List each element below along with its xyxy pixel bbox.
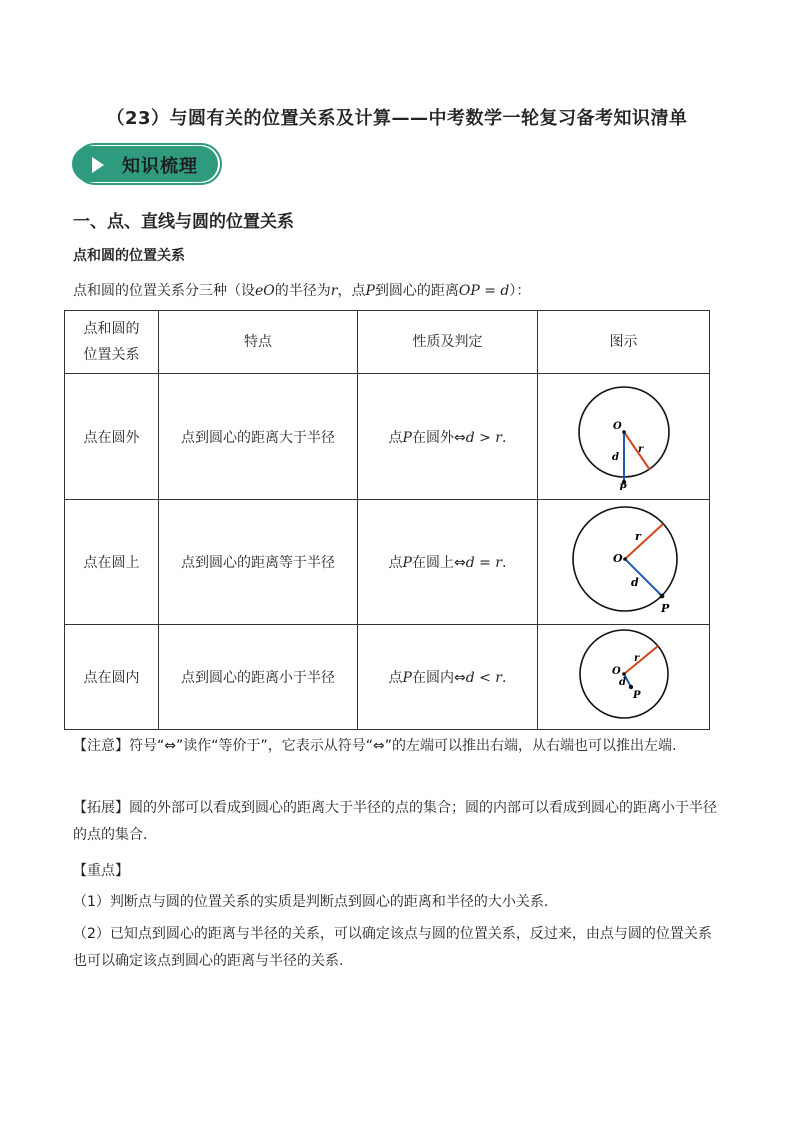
radius-line — [625, 524, 663, 559]
diagram-cell — [538, 374, 710, 500]
feature-cell: 点到圆心的距离等于半径 — [159, 500, 358, 625]
key-heading: 【重点】 — [73, 863, 129, 879]
extension-paragraph: 【拓展】圆的外部可以看成到圆心的距离大于半径的点的集合；圆的内部可以看成到圆心的距离小于半径的点的集合. — [73, 800, 717, 843]
label-o: O — [611, 666, 621, 677]
play-icon — [92, 157, 104, 173]
relation-cell: 点在圆外 — [65, 374, 159, 500]
label-d: d — [611, 451, 619, 463]
label-o: O — [612, 552, 623, 565]
header-relation: 点和圆的 位置关系 — [65, 311, 159, 374]
table-row — [65, 625, 710, 730]
banner-label: 知识梳理 — [122, 156, 198, 177]
diagram-cell — [538, 625, 710, 730]
label-d: d — [618, 677, 626, 688]
label-r: r — [637, 443, 643, 455]
feature-cell: 点到圆心的距离小于半径 — [159, 625, 358, 730]
point-symbol: P — [365, 283, 375, 299]
point-outside-diagram — [574, 380, 674, 490]
key-item-1: （1）判断点与圆的位置关系的实质是判断点到圆心的距离和半径的大小关系. — [73, 894, 549, 910]
circle-symbol: e — [255, 283, 264, 299]
label-r: r — [633, 653, 639, 664]
intro-text-1: 点和圆的位置关系分三种（设 — [73, 283, 255, 299]
property-cell: 点P在圆上⇔d = r. — [358, 500, 538, 625]
label-d: d — [630, 576, 639, 589]
radius-symbol: r — [330, 283, 338, 299]
label-p: P — [632, 690, 641, 701]
table-header-row — [65, 311, 710, 374]
section-banner — [72, 143, 222, 187]
point-on-diagram — [569, 502, 679, 618]
center-dot — [622, 430, 626, 434]
header-feature: 特点 — [159, 311, 358, 374]
diagram-cell — [538, 500, 710, 625]
center-dot — [623, 557, 627, 561]
header-property: 性质及判定 — [358, 311, 538, 374]
radius-line — [624, 646, 658, 674]
center-symbol: O — [263, 283, 275, 299]
label-p: P — [618, 482, 627, 490]
table-row — [65, 500, 710, 625]
intro-text-4: 到圆心的距离 — [374, 283, 459, 299]
point-dot — [628, 685, 632, 689]
intro-text-3: ，点 — [337, 283, 366, 299]
relation-cell: 点在圆上 — [65, 500, 159, 625]
label-p: P — [660, 602, 669, 615]
label-r: r — [634, 530, 641, 543]
feature-cell: 点到圆心的距离大于半径 — [159, 374, 358, 500]
relation-table — [64, 310, 710, 730]
subsection-heading: 点和圆的位置关系 — [73, 248, 185, 264]
property-cell: 点P在圆外⇔d > r. — [358, 374, 538, 500]
property-cell: 点P在圆内⇔d < r. — [358, 625, 538, 730]
section-heading: 一、点、直线与圆的位置关系 — [73, 212, 294, 232]
radius-line — [624, 432, 650, 470]
center-dot — [622, 672, 626, 676]
point-inside-diagram — [574, 627, 674, 723]
label-o: O — [612, 420, 622, 432]
key-item-2: （2）已知点到圆心的距离与半径的关系，可以确定该点与圆的位置关系，反过来，由点与圆的位置关系也可以确定该点到圆心的距离与半径的关系. — [73, 926, 712, 969]
document-title: （23）与圆有关的位置关系及计算——中考数学一轮复习备考知识清单 — [106, 108, 688, 129]
distance-equation: OP = d — [458, 283, 510, 299]
intro-text-2: 的半径为 — [274, 283, 331, 299]
intro-paragraph — [73, 280, 530, 300]
point-dot — [659, 594, 664, 599]
table-row — [65, 374, 710, 500]
intro-text-5: ）： — [509, 283, 531, 299]
note-paragraph: 【注意】符号“⇔”读作“等价于”，它表示从符号“⇔”的左端可以推出右端，从右端也可以推出左端. — [73, 738, 677, 754]
header-diagram: 图示 — [538, 311, 710, 374]
relation-cell: 点在圆内 — [65, 625, 159, 730]
